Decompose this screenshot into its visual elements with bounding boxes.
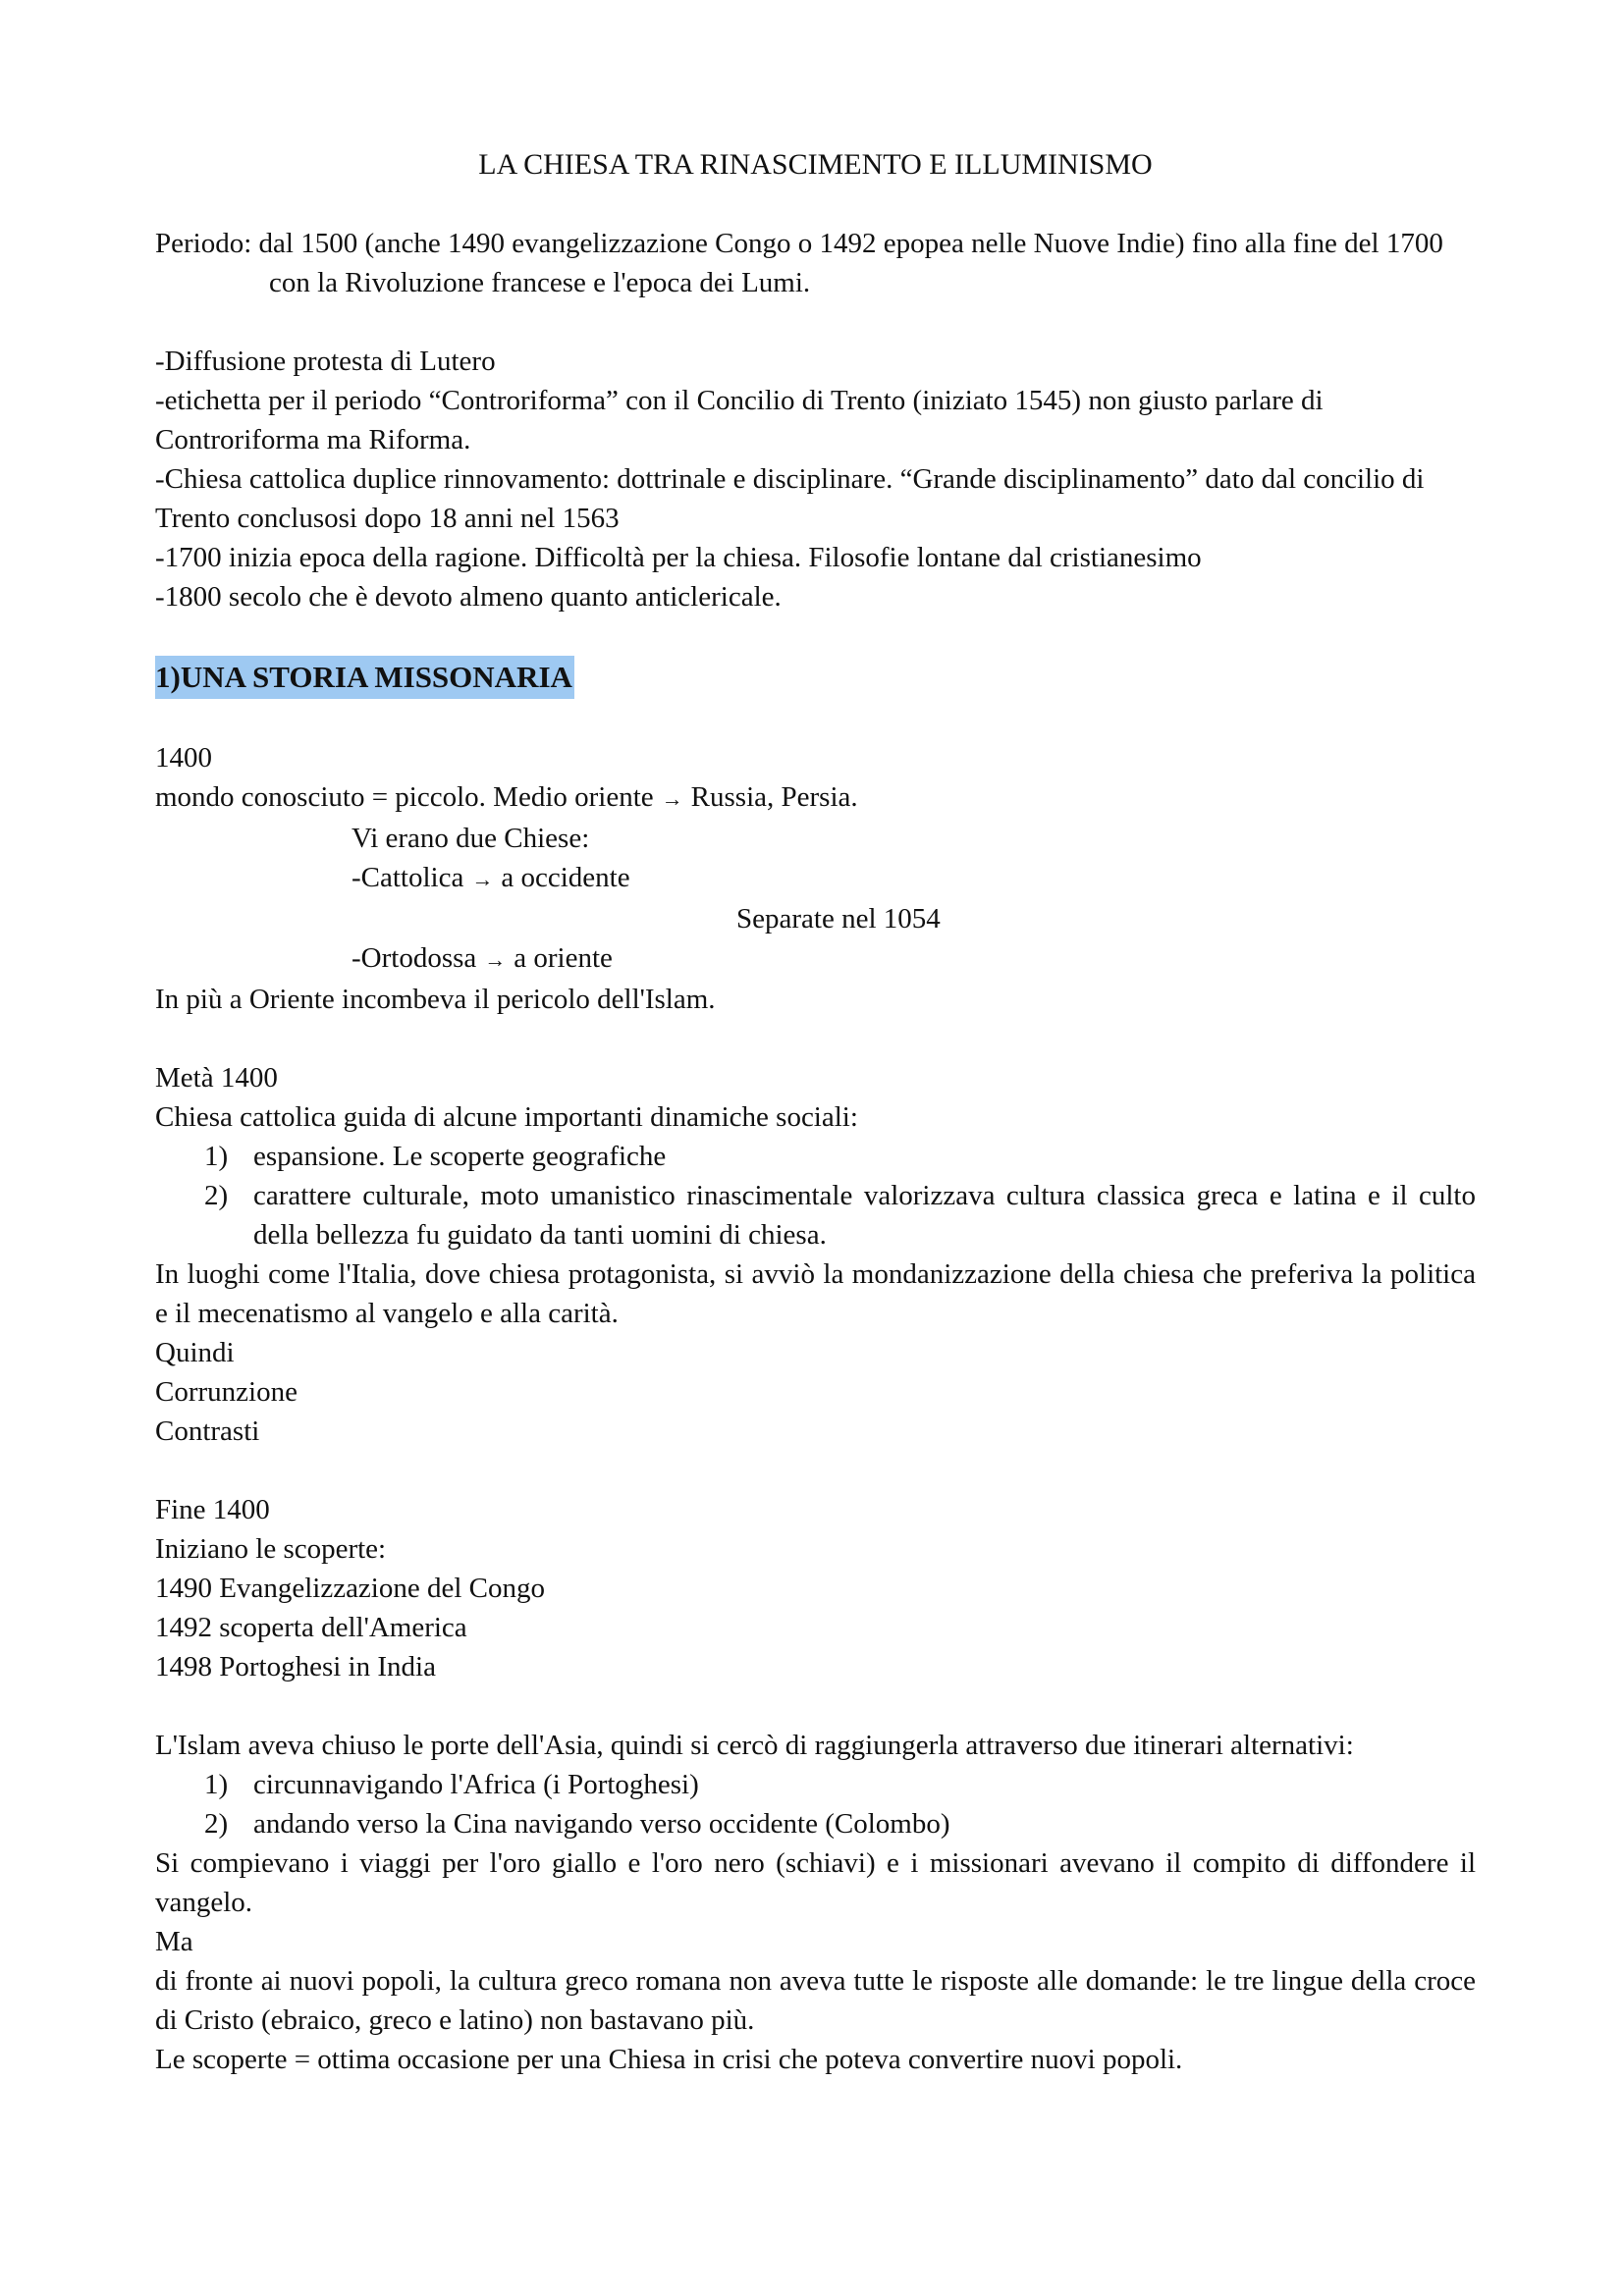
list-item xyxy=(155,1137,1476,1176)
intro-bullet-1800: -1800 secolo che è devoto almeno quanto anticlericale. xyxy=(155,581,782,613)
mondanizzazione-paragraph: In luoghi come l'Italia, dove chiesa protagonista, si avviò la mondanizzazione della chiesa che preferiva la politica e il mecenatismo al vangelo e alla carità. xyxy=(155,1258,1476,1329)
mondo-conosciuto-line xyxy=(155,777,1476,819)
intro-bullet-controriforma: -etichetta per il periodo “Controriforma” con il Concilio di Trento (iniziato 1545) non giusto parlare di Controriforma ma Riforma. xyxy=(155,385,1324,455)
scoperte-occasione-paragraph: Le scoperte = ottima occasione per una Chiesa in crisi che poteva convertire nuovi popoli. xyxy=(155,2044,1183,2075)
list-number: 1) xyxy=(204,1769,229,1800)
quindi-line: Quindi xyxy=(155,1337,235,1368)
arrow-right-icon: → xyxy=(484,947,507,972)
ortodossa-line xyxy=(155,938,1476,980)
list-item xyxy=(155,1804,1476,1843)
occidente-text: a occidente xyxy=(501,862,630,893)
list-item-text: andando verso la Cina navigando verso occidente (Colombo) xyxy=(253,1808,950,1840)
spacer xyxy=(155,1686,1476,1726)
event-1490: 1490 Evangelizzazione del Congo xyxy=(155,1573,546,1604)
list-number: 2) xyxy=(204,1180,229,1211)
event-1498: 1498 Portoghesi in India xyxy=(155,1651,436,1682)
oriente-text: a oriente xyxy=(514,942,613,974)
document-title: LA CHIESA TRA RINASCIMENTO E ILLUMINISMO xyxy=(478,148,1153,181)
list-number: 2) xyxy=(204,1808,229,1840)
list-item-text: circunnavigando l'Africa (i Portoghesi) xyxy=(253,1769,699,1800)
year-1400: 1400 xyxy=(155,742,212,774)
islam-pericolo-line: In più a Oriente incombeva il pericolo dell'Islam. xyxy=(155,984,716,1015)
dinamiche-intro: Chiesa cattolica guida di alcune importanti dinamiche sociali: xyxy=(155,1101,858,1133)
spacer xyxy=(155,1451,1476,1490)
document-page xyxy=(155,145,1476,2079)
dinamiche-list xyxy=(155,1137,1476,1255)
contrasti-line: Contrasti xyxy=(155,1415,260,1447)
list-item xyxy=(155,1765,1476,1804)
viaggi-paragraph: Si compievano i viaggi per l'oro giallo e l'oro nero (schiavi) e i missionari avevano il compito di diffondere il vangelo. xyxy=(155,1847,1476,1918)
spacer xyxy=(155,302,1476,342)
spacer xyxy=(155,616,1476,656)
scoperte-intro: Iniziano le scoperte: xyxy=(155,1533,387,1565)
list-item-text: carattere culturale, moto umanistico rinascimentale valorizzava cultura classica greca e latina e il culto della bellezza fu guidato da tanti uomini di chiesa. xyxy=(253,1180,1476,1251)
separate-1054-line: Separate nel 1054 xyxy=(736,903,941,934)
year-fine-1400: Fine 1400 xyxy=(155,1494,270,1525)
mondo-conosciuto-text: mondo conosciuto = piccolo. Medio oriente xyxy=(155,781,654,813)
russia-persia-text: Russia, Persia. xyxy=(690,781,858,813)
lingue-paragraph: di fronte ai nuovi popoli, la cultura greco romana non aveva tutte le risposte alle domande: le tre lingue della croce di Cristo (ebraico, greco e latino) non bastavano più. xyxy=(155,1965,1476,2036)
list-item xyxy=(155,1176,1476,1255)
intro-bullet-1700: -1700 inizia epoca della ragione. Difficoltà per la chiesa. Filosofie lontane dal cristianesimo xyxy=(155,542,1202,573)
due-chiese-line: Vi erano due Chiese: xyxy=(352,823,590,854)
arrow-right-icon: → xyxy=(661,786,683,811)
year-meta-1400: Metà 1400 xyxy=(155,1062,278,1094)
event-1492: 1492 scoperta dell'America xyxy=(155,1612,467,1643)
ortodossa-text: -Ortodossa xyxy=(352,942,477,974)
itinerari-list xyxy=(155,1765,1476,1843)
intro-bullet-rinnovamento: -Chiesa cattolica duplice rinnovamento: dottrinale e disciplinare. “Grande disciplinamento” dato dal concilio di Trento conclusosi dopo 18 anni nel 1563 xyxy=(155,463,1425,534)
periodo-paragraph: Periodo: dal 1500 (anche 1490 evangelizzazione Congo o 1492 epopea nelle Nuove Indie) fino alla fine del 1700 con la Rivoluzione francese e l'epoca dei Lumi. xyxy=(155,228,1443,298)
ma-line: Ma xyxy=(155,1926,193,1957)
intro-bullet-lutero: -Diffusione protesta di Lutero xyxy=(155,346,496,377)
cattolica-line xyxy=(155,858,1476,899)
spacer xyxy=(155,699,1476,738)
section-heading-storia-missionaria: 1)UNA STORIA MISSONARIA xyxy=(155,656,574,699)
list-number: 1) xyxy=(204,1141,229,1172)
arrow-right-icon: → xyxy=(471,867,494,891)
list-item-text: espansione. Le scoperte geografiche xyxy=(253,1141,667,1172)
cattolica-text: -Cattolica xyxy=(352,862,464,893)
corruzione-line: Corrunzione xyxy=(155,1376,298,1408)
islam-asia-paragraph: L'Islam aveva chiuso le porte dell'Asia, quindi si cercò di raggiungerla attraverso due itinerari alternativi: xyxy=(155,1730,1354,1761)
spacer xyxy=(155,1019,1476,1058)
